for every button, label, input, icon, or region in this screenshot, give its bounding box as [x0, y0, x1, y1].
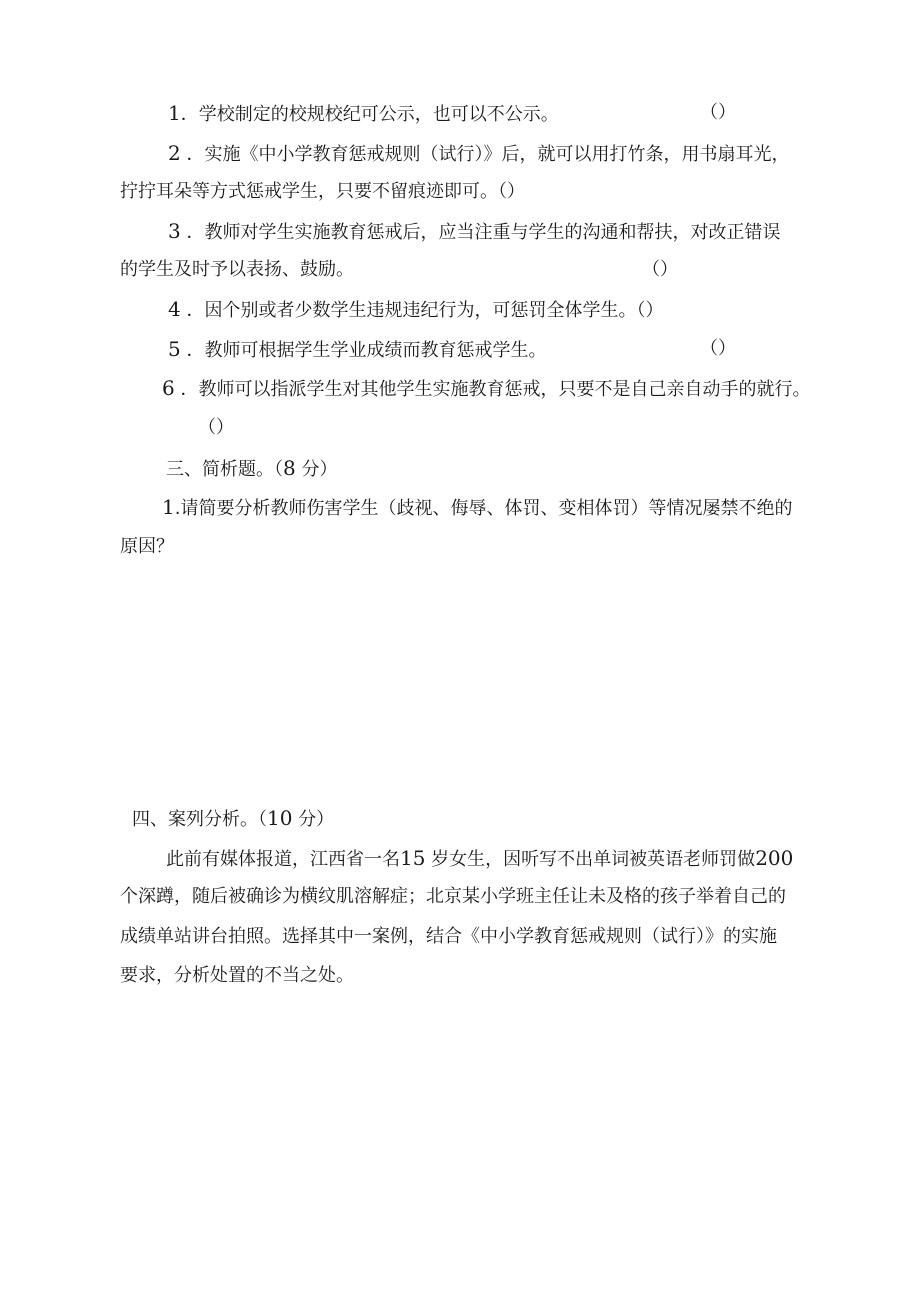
answer-parens[interactable]: （）: [700, 102, 736, 123]
item-number: 2: [168, 141, 181, 165]
answer-area-4[interactable]: [120, 1005, 860, 1285]
item-text: .请简要分析教师伤害学生（歧视、侮辱、体罚、变相体罚）等情况屡禁不绝的: [174, 498, 793, 519]
answer-parens[interactable]: （）: [642, 259, 678, 280]
item-text: ．因个别或者少数学生违规违纪行为，可惩罚全体学生。（）: [180, 300, 664, 321]
item-text: ．教师可以指派学生对其他学生实施教育惩戒，只要不是自己亲自动手的就行。: [174, 379, 811, 400]
item-text: ．学校制定的校规校纪可公示，也可以不公示。: [180, 104, 559, 125]
case-number: 200: [755, 846, 794, 870]
judgment-item-3: [168, 219, 780, 245]
item-number: 3: [168, 219, 181, 243]
judgment-item-6: [162, 376, 810, 402]
item-number: 4: [168, 297, 181, 321]
section-heading-4: [132, 806, 334, 832]
judgment-item-2-cont: 拧拧耳朵等方式惩戒学生，只要不留痕迹即可。（）: [120, 181, 525, 202]
case-paragraph-line-3: 成绩单站讲台拍照。选择其中一案例，结合《中小学教育惩戒规则（试行）》的实施: [120, 926, 777, 947]
judgment-item-5: [168, 337, 546, 363]
case-text: 岁女生，因听写不出单词被英语老师罚做: [425, 849, 756, 870]
case-paragraph-line-4: 要求，分析处置的不当之处。: [120, 965, 354, 986]
case-paragraph-line-1: [166, 846, 793, 872]
judgment-item-2: [168, 141, 789, 167]
judgment-item-3-cont: 的学生及时予以表扬、鼓励。: [120, 259, 354, 280]
item-text: ．教师可根据学生学业成绩而教育惩戒学生。: [180, 340, 547, 361]
answer-parens[interactable]: （）: [198, 417, 234, 438]
heading-text: 三、简析题。（: [166, 459, 283, 480]
judgment-item-1: [168, 101, 559, 127]
heading-score: 10: [267, 806, 293, 830]
question-3-1: [162, 495, 792, 521]
item-number: 6: [162, 376, 175, 400]
heading-score: 8: [283, 456, 296, 480]
section-heading-3: [166, 456, 337, 482]
answer-parens[interactable]: （）: [700, 338, 736, 359]
item-number: 1: [162, 495, 175, 519]
answer-area-3[interactable]: [120, 575, 860, 795]
case-paragraph-line-2: 个深蹲，随后被确诊为横纹肌溶解症；北京某小学班主任让未及格的孩子举着自己的: [120, 886, 786, 907]
judgment-item-4: [168, 297, 663, 323]
item-text: ．实施《中小学教育惩戒规则（试行）》后，就可以用打竹条，用书扇耳光，: [180, 144, 790, 165]
case-number: 15: [400, 846, 426, 870]
item-text: ．教师对学生实施教育惩戒后，应当注重与学生的沟通和帮扶，对改正错误: [180, 222, 781, 243]
heading-text-end: 分）: [292, 809, 335, 830]
item-number: 1: [168, 101, 181, 125]
question-3-1-cont: 原因？: [120, 536, 174, 557]
heading-text-end: 分）: [295, 459, 338, 480]
heading-text: 四、案列分析。（: [132, 809, 267, 830]
case-text: 此前有媒体报道，江西省一名: [166, 849, 400, 870]
item-number: 5: [168, 337, 181, 361]
